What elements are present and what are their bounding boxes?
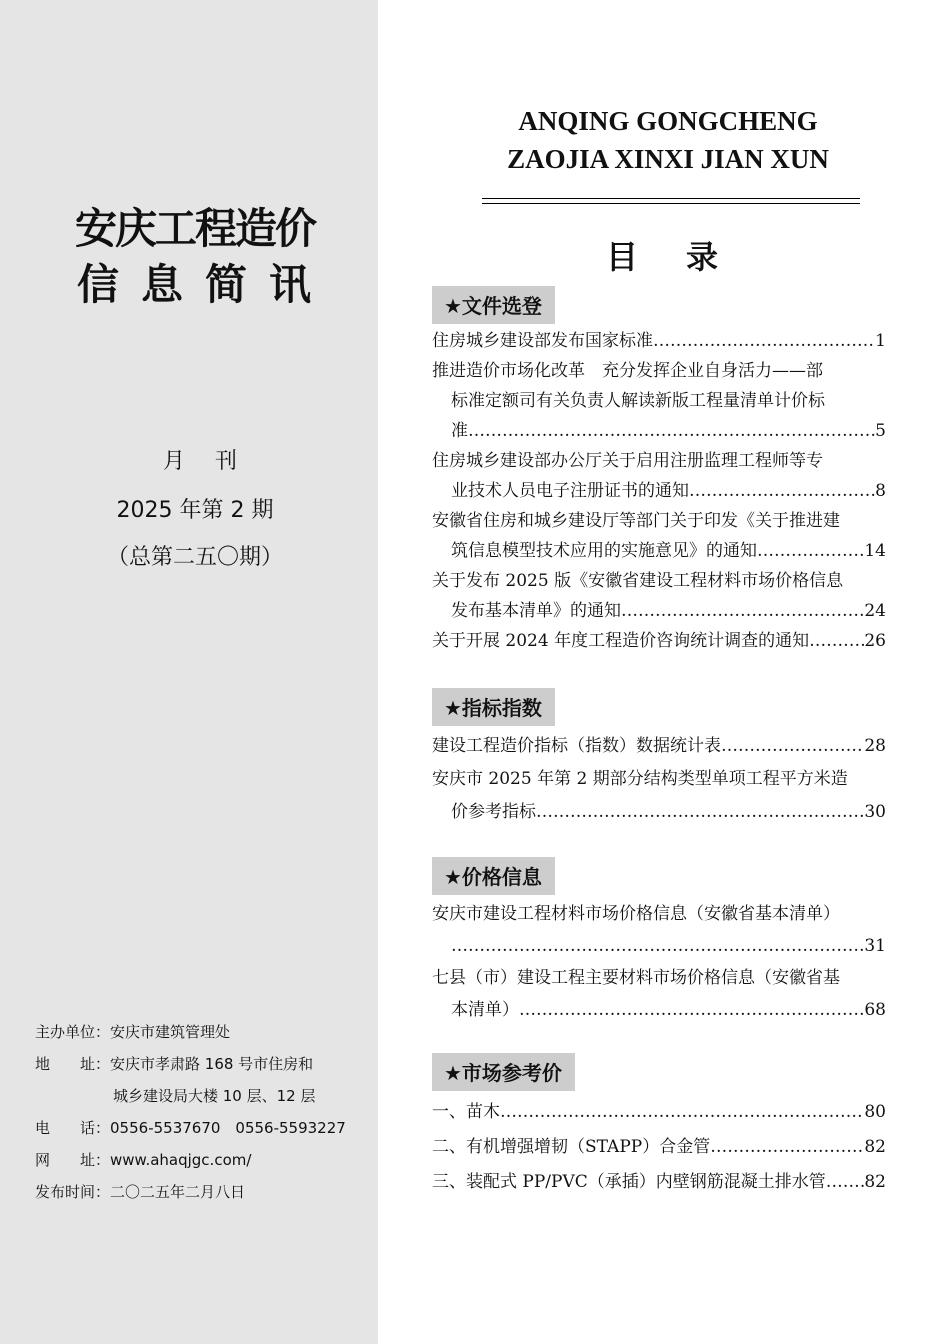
section-heading: ★市场参考价: [432, 1053, 575, 1091]
page-number: 68: [864, 1000, 886, 1020]
english-title-line2: ZAOJIA XINXI JIAN XUN: [507, 144, 829, 174]
host-label: 主办单位：: [35, 1023, 111, 1041]
toc-entry-cont[interactable]: 业技术人员电子注册证书的通知 …………………………………………………………………………………………………………………… 8: [432, 476, 886, 506]
page-number: 80: [864, 1102, 886, 1122]
page-number: 82: [864, 1172, 886, 1192]
section-heading: ★价格信息: [432, 857, 555, 895]
host-value: 安庆市建筑管理处: [110, 1023, 231, 1041]
toc-entry[interactable]: 推进造价市场化改革 充分发挥企业自身活力——部: [432, 361, 823, 381]
date-label: 发布时间：: [35, 1183, 111, 1201]
english-title-line1: ANQING GONGCHENG: [518, 106, 818, 136]
address-label: 地 址：: [35, 1055, 111, 1073]
web-value[interactable]: www.ahaqjgc.com/: [110, 1151, 252, 1169]
toc-entry[interactable]: 住房城乡建设部发布国家标准 …………………………………………………………………………………………………………………… 1: [432, 326, 886, 356]
toc-entry-cont[interactable]: [432, 930, 886, 962]
section-heading: ★文件选登: [432, 286, 555, 324]
toc-panel: [378, 0, 950, 1344]
page-number: 14: [864, 541, 886, 561]
issue-number: 2025 年第 2 期: [116, 498, 274, 523]
page-number: 82: [864, 1137, 886, 1157]
web-label: 网 址：: [35, 1151, 111, 1169]
toc-entry[interactable]: 安庆市建设工程材料市场价格信息（安徽省基本清单）: [432, 904, 840, 924]
phone-label: 电 话：: [35, 1119, 111, 1137]
magazine-title-line1: 安庆工程造价: [74, 204, 315, 253]
toc-entry[interactable]: 关于发布 2025 版《安徽省建设工程材料市场价格信息: [432, 571, 844, 591]
section-items: [432, 1095, 886, 1200]
toc-entry[interactable]: 住房城乡建设部办公厅关于启用注册监理工程师等专: [432, 451, 823, 471]
section-heading: ★指标指数: [432, 688, 555, 726]
page-number: 5: [875, 421, 886, 441]
toc-entry[interactable]: 二、有机增强增韧（STAPP）合金管 …………………………………………………………………………………………………………………… 82: [432, 1130, 886, 1165]
section-items: [432, 730, 886, 829]
toc-entry-cont[interactable]: 筑信息模型技术应用的实施意见》的通知 …………………………………………………………………………………………………………………… 14: [432, 536, 886, 566]
frequency-label: 月刊: [162, 449, 267, 474]
toc-entry[interactable]: 一、苗木 …………………………………………………………………………………………………………………… 80: [432, 1095, 886, 1130]
page-number: 8: [875, 481, 886, 501]
publisher-info: [35, 1016, 346, 1208]
toc-entry-cont[interactable]: 准 …………………………………………………………………………………………………………………… 5: [432, 416, 886, 446]
date-value: 二〇二五年二月八日: [110, 1183, 246, 1201]
address-value-line2: 城乡建设局大楼 10 层、12 层: [113, 1087, 316, 1105]
toc-entry-cont[interactable]: 标准定额司有关负责人解读新版工程量清单计价标: [451, 391, 825, 411]
toc-entry[interactable]: 关于开展 2024 年度工程造价咨询统计调查的通知 …………………………………………………………………………………………………………………… 26: [432, 626, 886, 656]
title-divider: [482, 198, 860, 199]
section-items: [432, 326, 886, 656]
total-issue-number: （总第二五〇期）: [106, 545, 283, 570]
page-number: 30: [864, 802, 886, 822]
page-number: 24: [864, 601, 886, 621]
title-divider-second: [482, 203, 860, 204]
page-number: 31: [864, 936, 886, 956]
toc-entry[interactable]: 七县（市）建设工程主要材料市场价格信息（安徽省基: [432, 968, 840, 988]
address-value-line1: 安庆市孝肃路 168 号市住房和: [110, 1055, 314, 1073]
magazine-title-line2: 信息简讯: [76, 260, 333, 309]
section-items: [432, 898, 886, 1026]
toc-entry-cont[interactable]: 本清单） …………………………………………………………………………………………………………………… 68: [432, 994, 886, 1026]
page-number: 1: [875, 331, 886, 351]
toc-entry[interactable]: 建设工程造价指标（指数）数据统计表 …………………………………………………………………………………………………………………… 28: [432, 730, 886, 763]
page-number: 26: [864, 631, 886, 651]
toc-entry[interactable]: 安庆市 2025 年第 2 期部分结构类型单项工程平方米造: [432, 769, 848, 789]
toc-entry-cont[interactable]: 发布基本清单》的通知 …………………………………………………………………………………………………………………… 24: [432, 596, 886, 626]
phone-value: 0556-5537670 0556-5593227: [110, 1119, 346, 1137]
toc-entry[interactable]: 三、装配式 PP/PVC（承插）内壁钢筋混凝土排水管 …………………………………………………………………………………………………………………… 82: [432, 1165, 886, 1200]
toc-heading: 目录: [606, 238, 767, 276]
cover-panel: [0, 0, 378, 1344]
page-number: 28: [864, 736, 886, 756]
toc-entry[interactable]: 安徽省住房和城乡建设厅等部门关于印发《关于推进建: [432, 511, 840, 531]
toc-entry-cont[interactable]: 价参考指标 …………………………………………………………………………………………………………………… 30: [432, 796, 886, 829]
